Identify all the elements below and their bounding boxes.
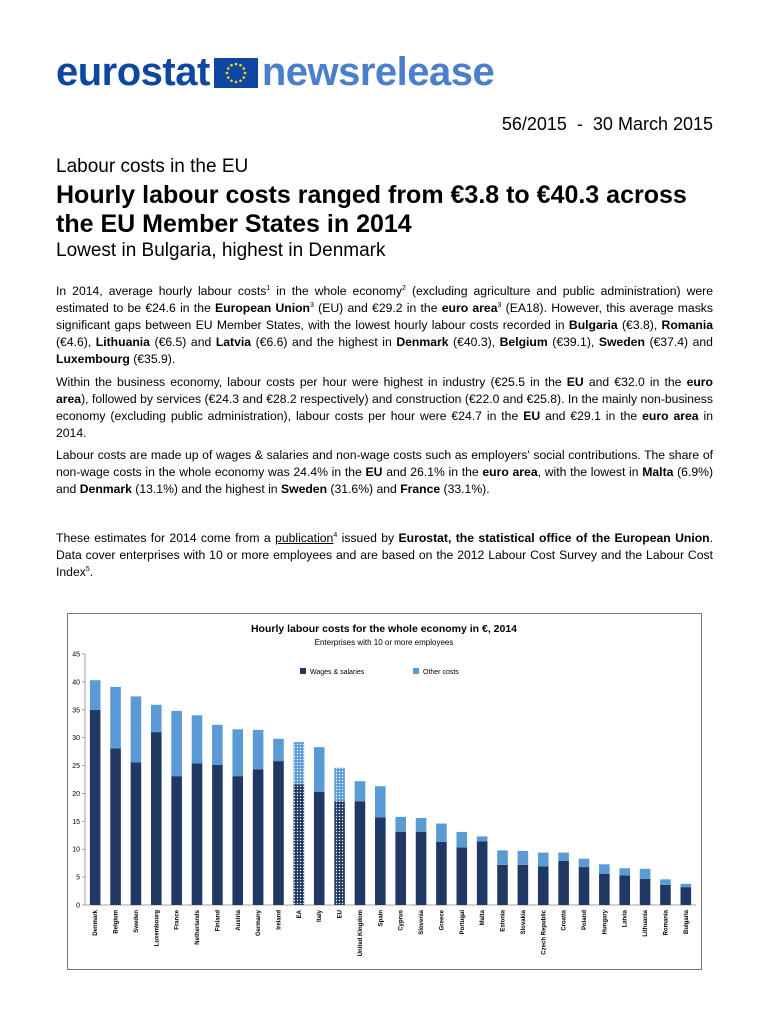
chart-subtitle: Enterprises with 10 or more employees xyxy=(314,638,454,647)
y-tick-label: 10 xyxy=(72,846,80,854)
subtitle: Lowest in Bulgaria, highest in Denmark xyxy=(56,240,386,261)
bar-wages xyxy=(355,801,366,905)
bar-wages xyxy=(395,832,406,905)
x-tick-label: EU xyxy=(337,910,344,919)
x-tick-label: Czech Republic xyxy=(541,910,548,955)
legend-swatch-other xyxy=(413,668,419,674)
bar-wages xyxy=(273,761,284,905)
bar-wages xyxy=(538,867,549,905)
bar-other-costs xyxy=(192,715,203,763)
y-tick-label: 15 xyxy=(72,818,80,826)
bar-wages xyxy=(110,748,121,905)
x-tick-label: Sweden xyxy=(133,910,140,933)
x-tick-label: Latvia xyxy=(622,910,629,928)
bar-other-costs xyxy=(416,818,427,832)
chart-title: Hourly labour costs for the whole economy in €, 2014 xyxy=(250,623,518,635)
bar-wages xyxy=(579,867,590,905)
x-tick-label: Slovenia xyxy=(419,910,426,935)
eu-flag-icon xyxy=(214,58,258,88)
bar-wages xyxy=(314,792,325,905)
chart-container xyxy=(67,613,702,970)
y-tick-label: 20 xyxy=(72,790,80,798)
bar-wages xyxy=(681,887,692,905)
bar-other-costs xyxy=(579,859,590,867)
legend-swatch-wages xyxy=(300,668,306,674)
labour-costs-chart xyxy=(68,614,701,969)
bar-other-costs xyxy=(558,853,569,861)
bar-wages xyxy=(599,874,610,905)
paragraph-2: Within the business economy, labour costs per hour were highest in industry (€25.5 in the EU and €32.0 in the euro area), followed by services (€24.3 and €28.2 respectively) and construction (€22.0 and €25.8). In the mainly non-business economy (excluding public administration), labour costs per hour were €24.7 in the EU and €29.1 in the euro area in 2014. xyxy=(56,375,714,440)
y-tick-label: 45 xyxy=(72,651,80,659)
x-tick-label: Croatia xyxy=(561,910,568,931)
x-tick-label: Spain xyxy=(378,910,385,927)
bar-other-costs xyxy=(681,884,692,887)
x-tick-label: Malta xyxy=(480,910,487,926)
bar-other-costs xyxy=(599,864,610,873)
logo-eurostat-text: eurostat xyxy=(56,50,210,94)
bar-wages xyxy=(151,732,162,905)
x-tick-label: EA xyxy=(296,910,303,919)
bar-other-costs xyxy=(619,868,630,875)
bar-other-costs xyxy=(538,853,549,867)
bar-wages xyxy=(90,710,101,905)
bar-wages xyxy=(558,861,569,905)
bar-other-costs xyxy=(212,725,223,765)
x-tick-label: Germany xyxy=(256,910,263,937)
bar-other-costs xyxy=(90,680,101,710)
eurostat-logo xyxy=(56,50,494,94)
logo-newsrelease-text: newsrelease xyxy=(261,50,495,94)
x-tick-label: Ireland xyxy=(276,910,283,930)
bar-wages xyxy=(456,848,467,905)
legend-label-wages: Wages & salaries xyxy=(310,669,365,676)
bar-other-costs xyxy=(110,687,121,748)
bar-wages xyxy=(192,763,203,905)
x-tick-label: France xyxy=(174,910,181,930)
y-tick-label: 40 xyxy=(72,679,80,687)
bar-other-costs xyxy=(253,730,264,770)
bar-wages xyxy=(375,817,386,905)
bar-other-costs xyxy=(314,747,325,792)
bar-wages xyxy=(660,885,671,905)
paragraph-1: In 2014, average hourly labour costs$^1$ in the whole economy$^2$ (excluding agriculture and public administration) were estimated to be €24.6 in the European Union$^3$ (EU) and €29.2 in the euro area$^3$ (EA18). However, this average masks significant gaps between EU Member States, with the lowest hourly labour costs recorded in Bulgaria (€3.8), Romania (€4.6), Lithuania (€6.5) and Latvia (€6.6) and the highest in Denmark (€40.3), Belgium (€39.1), Sweden (€37.4) and Luxembourg (€35.9). xyxy=(56,284,714,366)
headline: Hourly labour costs ranged from €3.8 to €40.3 across the EU Member States in 2014 xyxy=(56,181,687,238)
bar-wages xyxy=(253,769,264,905)
bar-other-costs xyxy=(171,711,182,776)
bar-other-costs xyxy=(640,869,651,879)
x-tick-label: Hungary xyxy=(602,910,609,935)
x-tick-label: United Kingdom xyxy=(357,910,364,957)
legend-label-other: Other costs xyxy=(423,669,459,676)
y-tick-label: 30 xyxy=(72,735,80,743)
bar-other-costs xyxy=(294,742,305,784)
bar-other-costs xyxy=(395,817,406,832)
x-tick-label: Netherlands xyxy=(195,910,202,945)
bar-wages xyxy=(436,842,447,905)
x-tick-label: Austria xyxy=(235,910,242,931)
bar-wages xyxy=(171,776,182,905)
bar-other-costs xyxy=(660,879,671,885)
x-tick-label: Cyprus xyxy=(398,910,405,931)
bar-wages xyxy=(477,841,488,905)
bar-other-costs xyxy=(375,786,386,817)
bar-wages xyxy=(212,765,223,905)
x-tick-label: Denmark xyxy=(93,910,100,936)
bar-other-costs xyxy=(497,850,508,865)
release-number: 56/2015 xyxy=(501,114,567,134)
bar-wages xyxy=(334,801,345,905)
bar-other-costs xyxy=(151,705,162,732)
bar-other-costs xyxy=(477,836,488,841)
release-date: 30 March 2015 xyxy=(592,114,713,134)
x-tick-label: Belgium xyxy=(113,910,120,934)
x-tick-label: Italy xyxy=(317,910,324,923)
bar-wages xyxy=(619,875,630,905)
bar-wages xyxy=(518,865,529,905)
bar-other-costs xyxy=(232,729,243,776)
bar-wages xyxy=(294,785,305,905)
x-tick-label: Estonia xyxy=(500,910,507,932)
y-tick-label: 0 xyxy=(76,902,80,910)
bar-wages xyxy=(497,865,508,905)
bar-other-costs xyxy=(334,768,345,801)
paragraph-3: Labour costs are made up of wages & salaries and non-wage costs such as employers' social contributions. The share of non-wage costs in the whole economy was 24.4% in the EU and 26.1% in the euro area, with the lowest in Malta (6.9%) and Denmark (13.1%) and the highest in Sweden (31.6%) and France (33.1%). xyxy=(56,448,714,496)
release-separator: - xyxy=(576,114,583,134)
x-tick-label: Portugal xyxy=(459,910,466,935)
y-tick-label: 35 xyxy=(72,707,80,715)
release-info xyxy=(502,114,713,135)
bar-other-costs xyxy=(131,696,142,762)
bar-other-costs xyxy=(355,781,366,801)
bar-other-costs xyxy=(273,739,284,761)
y-tick-label: 5 xyxy=(76,874,80,882)
x-tick-label: Poland xyxy=(581,910,588,931)
bar-other-costs xyxy=(436,824,447,842)
y-tick-label: 25 xyxy=(72,763,80,771)
bar-wages xyxy=(131,762,142,905)
x-tick-label: Greece xyxy=(439,910,446,931)
bar-wages xyxy=(640,879,651,905)
kicker: Labour costs in the EU xyxy=(56,156,249,177)
bar-wages xyxy=(232,776,243,905)
x-tick-label: Romania xyxy=(663,910,670,936)
paragraph-4: These estimates for 2014 come from a publication$^4$ issued by Eurostat, the statistical office of the European Union. Data cover enterprises with 10 or more employees and are based on the 2012 Labour Cost Survey and the Labour Cost Index$^5$. xyxy=(56,531,713,579)
x-tick-label: Finland xyxy=(215,910,222,932)
x-tick-label: Luxembourg xyxy=(154,910,161,947)
x-tick-label: Bulgaria xyxy=(683,910,690,935)
x-tick-label: Slovakia xyxy=(520,910,527,935)
bar-other-costs xyxy=(518,851,529,865)
publication-link[interactable]: publication xyxy=(275,531,334,545)
bar-other-costs xyxy=(456,832,467,848)
x-tick-label: Lithuania xyxy=(643,910,650,937)
bar-wages xyxy=(416,832,427,905)
